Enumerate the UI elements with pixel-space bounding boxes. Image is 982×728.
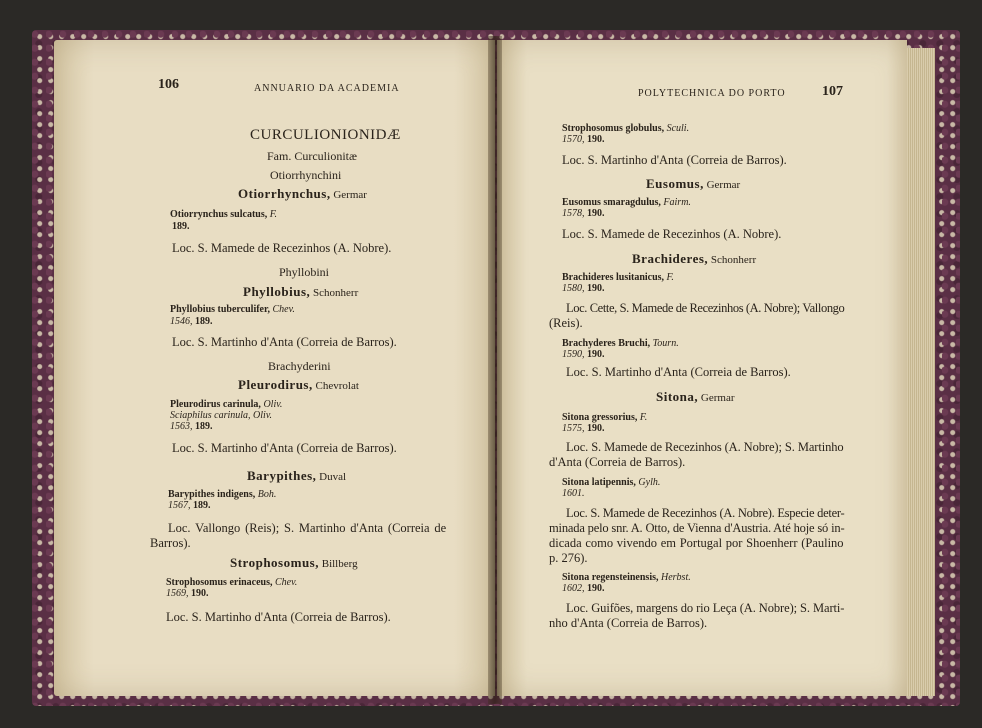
left-page-line-syn — [170, 411, 272, 421]
line-text: 1570, — [562, 134, 587, 145]
catalog-number: 190. — [587, 134, 605, 145]
catalog-number: 189. — [193, 500, 211, 511]
line-text: Otiorrhynchus, — [238, 186, 331, 201]
author-name: Germar — [698, 392, 735, 404]
author-name: Oliv. — [260, 399, 283, 410]
book-gutter — [488, 36, 502, 704]
line-text: Sitona regensteinensis, — [562, 572, 659, 583]
left-page-line-gen — [243, 285, 358, 299]
right-page-line-loc — [549, 617, 707, 630]
left-page-line-loc — [150, 537, 191, 550]
right-page-line-loc — [549, 456, 685, 469]
author-name: Germar — [703, 179, 741, 191]
right-page-line-num — [562, 489, 585, 499]
right-page-line-num — [562, 209, 605, 219]
line-text: (Reis). — [549, 316, 583, 330]
left-page-line-num — [170, 317, 213, 327]
line-text: 1590, — [562, 349, 587, 360]
line-text: Sciaphilus carinula, Oliv. — [170, 410, 273, 421]
right-page-line-num — [562, 424, 605, 434]
right-page-line-gen — [646, 177, 740, 191]
line-text: Loc. Cette, S. Mamede de Recezinhos (A. Nobre); Vallongo — [566, 301, 845, 315]
author-name: Chev. — [270, 304, 295, 315]
author-name: Tourn. — [650, 338, 679, 349]
right-running-head: POLYTECHNICA DO PORTO — [638, 88, 786, 99]
author-name: Herbst. — [658, 572, 691, 583]
line-text: 1601. — [562, 488, 585, 499]
right-page-line-loc — [549, 317, 583, 330]
page-edges — [905, 48, 935, 696]
line-text: Barypithes indigens, — [168, 489, 256, 500]
line-text: Strophosomus, — [230, 555, 319, 570]
line-text: d'Anta (Correia de Barros). — [549, 455, 686, 469]
left-page-line-num — [168, 501, 211, 511]
catalog-number: 189. — [172, 221, 190, 232]
line-text: 1575, — [562, 423, 587, 434]
line-text: Eusomus smaragdulus, — [562, 197, 661, 208]
right-page-line-loc — [562, 154, 787, 167]
right-page-line-loc — [562, 228, 781, 241]
author-name: Gylh. — [635, 477, 661, 488]
line-text: Loc. S. Martinho d'Anta (Correia de Barros). — [172, 441, 397, 455]
right-page-line-loc — [566, 366, 791, 379]
line-text: Loc. S. Mamede de Recezinhos (A. Nobre). — [562, 227, 782, 241]
left-page-line-tribe — [268, 360, 331, 372]
catalog-number: 190. — [587, 583, 605, 594]
left-page-line-gen — [247, 469, 346, 483]
line-text: Sitona gressorius, — [562, 412, 638, 423]
line-text: Loc. S. Mamede de Recezinhos (A. Nobre). — [172, 241, 392, 255]
right-page-line-sp — [562, 198, 691, 208]
right-page-line-loc — [549, 552, 588, 565]
line-text: Loc. S. Mamede de Recezinhos (A. Nobre); S. Martinho — [566, 440, 844, 454]
left-page-line-sp — [170, 305, 295, 315]
catalog-number: 190. — [587, 349, 605, 360]
right-page-line-gen — [656, 390, 735, 404]
line-text: 1578, — [562, 208, 587, 219]
left-page-line-loc — [172, 242, 391, 255]
line-text: Brachyderini — [268, 359, 331, 373]
line-text: 1569, — [166, 588, 191, 599]
line-text: dicada como vivendo em Portugal por Shoenherr (Paulino — [549, 536, 844, 550]
line-text: Eusomus, — [646, 176, 704, 191]
left-page-line-num — [170, 422, 213, 432]
right-page-line-gen — [632, 252, 756, 266]
line-text: Strophosomus globulus, — [562, 123, 665, 134]
right-page-line-sp — [562, 124, 689, 134]
right-page-line-loc — [566, 602, 844, 615]
left-page-line-loc — [166, 611, 391, 624]
right-page-line-num — [562, 350, 605, 360]
author-name: Fairm. — [660, 197, 691, 208]
right-page-line-sp — [562, 413, 647, 423]
line-text: Sitona latipennis, — [562, 477, 636, 488]
right-page-line-loc — [566, 441, 844, 454]
line-text: Otiorrhynchini — [270, 168, 342, 182]
line-text: Pleurodirus, — [238, 377, 313, 392]
catalog-number: 190. — [587, 283, 605, 294]
line-text: Phyllobius, — [243, 284, 311, 299]
line-text: Fam. Curculionitæ — [267, 149, 357, 163]
catalog-number: 190. — [191, 588, 209, 599]
line-text: 1602, — [562, 583, 587, 594]
author-name: Germar — [330, 189, 367, 201]
left-page-number: 106 — [158, 77, 179, 92]
left-page-line-gen — [230, 556, 358, 570]
left-page-line-num — [172, 222, 190, 232]
left-running-head: ANNUARIO DA ACADEMIA — [254, 83, 400, 94]
author-name: Chev. — [272, 577, 298, 588]
author-name: Duval — [316, 471, 347, 483]
author-name: Schonherr — [310, 287, 359, 299]
line-text: nho d'Anta (Correia de Barros). — [549, 616, 708, 630]
right-page-line-num — [562, 584, 605, 594]
line-text: Loc. S. Martinho d'Anta (Correia de Barros). — [172, 335, 397, 349]
line-text: Loc. S. Martinho d'Anta (Correia de Barros). — [166, 610, 391, 624]
left-page-line-fam — [250, 128, 401, 143]
author-name: Schonherr — [708, 254, 757, 266]
line-text: Phyllobini — [279, 265, 330, 279]
catalog-number: 189. — [195, 421, 213, 432]
line-text: 1563, — [170, 421, 195, 432]
right-page-line-loc — [549, 522, 844, 535]
catalog-number: 189. — [195, 316, 213, 327]
right-page-line-loc — [566, 507, 844, 520]
line-text: Loc. S. Martinho d'Anta (Correia de Barros). — [562, 153, 787, 167]
line-text: CURCULIONIONIDÆ — [250, 127, 401, 143]
right-page-line-num — [562, 284, 605, 294]
right-page-line-sp — [562, 339, 679, 349]
left-page-line-loc — [172, 442, 397, 455]
left-page-line-sp — [166, 578, 297, 588]
right-page-line-loc — [549, 537, 844, 550]
left-page-line-tribe — [279, 266, 329, 278]
line-text: Loc. S. Mamede de Recezinhos (A. Nobre). Especie deter- — [566, 506, 845, 520]
line-text: Brachyderes Bruchi, — [562, 338, 651, 349]
author-name: Chevrolat — [312, 380, 359, 392]
author-name: Sculi. — [664, 123, 690, 134]
line-text: Barros). — [150, 536, 191, 550]
left-page-line-sp — [168, 490, 276, 500]
line-text: Loc. S. Martinho d'Anta (Correia de Barros). — [566, 365, 791, 379]
line-text: Barypithes, — [247, 468, 317, 483]
left-page-line-loc — [172, 336, 397, 349]
line-text: Brachideres lusitanicus, — [562, 272, 665, 283]
left-page-line-tribe — [270, 169, 341, 181]
left-page-line-gen — [238, 187, 367, 201]
right-page-line-sp — [562, 478, 660, 488]
catalog-number: 190. — [587, 423, 605, 434]
catalog-number: 190. — [587, 208, 605, 219]
author-name: F. — [664, 272, 674, 283]
line-text: Loc. Guifões, margens do rio Leça (A. Nobre); S. Marti- — [566, 601, 845, 615]
left-page-line-num — [166, 589, 209, 599]
left-page-line-sub — [267, 150, 357, 162]
line-text: Strophosomus erinaceus, — [166, 577, 273, 588]
line-text: Loc. Vallongo (Reis); S. Martinho d'Anta (Correia de — [168, 521, 447, 535]
line-text: Brachideres, — [632, 251, 709, 266]
author-name: F. — [637, 412, 648, 423]
line-text: 1567, — [168, 500, 193, 511]
left-page-line-gen — [238, 378, 359, 392]
left-page-line-sp — [170, 400, 282, 410]
line-text: minada pelo snr. A. Otto, de Vienna d'Austria. Até hoje só in- — [549, 521, 845, 535]
line-text: p. 276). — [549, 551, 588, 565]
right-page-number: 107 — [822, 84, 843, 99]
line-text: Phyllobius tuberculifer, — [170, 304, 271, 315]
left-page-line-loc — [168, 522, 446, 535]
right-page-line-sp — [562, 273, 674, 283]
author-name: Boh. — [255, 489, 277, 500]
left-page-line-sp — [170, 210, 277, 220]
line-text: 1546, — [170, 316, 195, 327]
line-text: Sitona, — [656, 389, 699, 404]
right-page-line-loc — [566, 302, 844, 315]
line-text: Pleurodirus carinula, — [170, 399, 261, 410]
line-text: 1580, — [562, 283, 587, 294]
author-name: F. — [267, 209, 278, 220]
right-page-line-sp — [562, 573, 691, 583]
author-name: Billberg — [318, 558, 358, 570]
right-page-line-num — [562, 135, 605, 145]
line-text: Otiorrynchus sulcatus, — [170, 209, 268, 220]
